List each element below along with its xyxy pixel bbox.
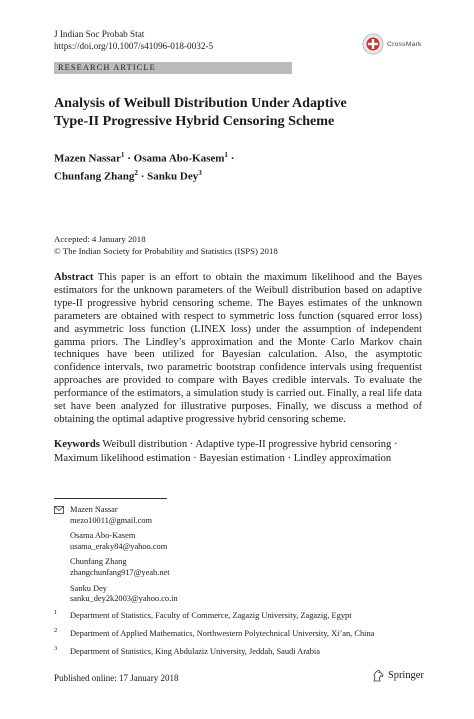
journal-name: J Indian Soc Probab Stat [54, 29, 145, 39]
paper-title [54, 95, 414, 130]
author-affiliation-mark: 2 [134, 169, 138, 178]
author-name[interactable]: Chunfang Zhang [54, 170, 135, 183]
article-type-banner [54, 62, 292, 74]
contact-entry [54, 584, 178, 605]
contact-email[interactable]: sanku_dey2k2003@yahoo.co.in [70, 594, 178, 604]
crossmark-badge[interactable] [362, 31, 432, 57]
affiliation-number: 2 [54, 626, 58, 634]
author-name[interactable]: Osama Abo-Kasem [133, 152, 225, 165]
article-dates [54, 234, 278, 257]
affiliation-text: Department of Applied Mathematics, Northwestern Polytechnical University, Xi’an, China [70, 628, 375, 638]
affiliation-entry [54, 644, 424, 658]
copyright-line: © The Indian Society for Probability and Statistics (ISPS) 2018 [54, 245, 278, 256]
contact-entry [54, 531, 178, 552]
crossmark-label: CrossMark [387, 40, 422, 48]
affiliation-entry [54, 626, 424, 640]
abstract-text: This paper is an effort to obtain the maximum likelihood and the Bayes estimators for the unknown parameters of the Weibull distribution based on adaptive type-II progressive hybrid censoring scheme. The Bayes estimates of the unknown parameters are obtained with respect to symmetric loss function (squared error loss) and asymmetric loss function (LINEX loss) under the assumption of independent gamma priors. The Lindley’s approximation and the Monte Carlo Markov chain techniques have been utilized for Bayesian calculation. Also, the asymptotic confidence intervals, two parametric bootstrap confidence intervals using frequentist approaches are provided to compare with Bayes credible intervals. To evaluate the performance of the estimators, a simulation study is carried out. Finally, a real life data set have been analyzed for illustrative purposes. Finally, we discuss a method of obtaining the optimal adaptive progressive hybrid censoring scheme. [54, 272, 422, 425]
contact-email[interactable]: mezo10011@gmail.com [70, 515, 153, 525]
contact-name: Sanku Dey [70, 583, 107, 593]
crossmark-icon [362, 33, 384, 55]
contact-email[interactable]: zhangchunfang917@yeah.net [70, 567, 170, 577]
contact-email[interactable]: usama_eraky84@yahoo.com [70, 541, 168, 551]
contact-name: Osama Abo-Kasem [70, 531, 136, 541]
journal-header [54, 28, 213, 52]
keywords-label: Keywords [54, 439, 100, 450]
contact-entry [54, 557, 178, 578]
abstract-label: Abstract [54, 272, 94, 283]
publisher-name: Springer [388, 670, 424, 681]
author-name[interactable]: Sanku Dey [147, 170, 199, 183]
published-date: Published online: 17 January 2018 [54, 673, 179, 683]
envelope-icon [54, 506, 64, 514]
doi-link[interactable]: https://doi.org/10.1007/s41096-018-0032-5 [54, 41, 214, 51]
keywords-text: Weibull distribution · Adaptive type-II progressive hybrid censoring · Maximum likelihood estimation · Bayesian estimation · Lindley approximation [54, 439, 398, 464]
contact-list [54, 505, 178, 610]
springer-horse-icon [372, 669, 385, 682]
title-line-2: Type-II Progressive Hybrid Censoring Scheme [54, 112, 335, 129]
author-line-1 [54, 148, 394, 166]
keywords-section [54, 438, 422, 465]
abstract-section [54, 272, 422, 427]
article-type: RESEARCH ARTICLE [58, 63, 156, 72]
affiliation-number: 1 [54, 609, 58, 616]
author-list [54, 148, 394, 184]
author-separator: · [127, 152, 131, 165]
affiliation-text: Department of Statistics, Faculty of Commerce, Zagazig University, Zagazig, Egypt [70, 611, 352, 620]
author-separator: · [140, 170, 145, 183]
title-line-1: Analysis of Weibull Distribution Under Adaptive [54, 95, 347, 111]
author-affiliation-mark: 1 [224, 151, 229, 159]
footnote-divider [54, 498, 167, 499]
author-line-2 [54, 166, 394, 184]
contact-name: Chunfang Zhang [70, 557, 127, 567]
author-separator: · [230, 152, 235, 165]
contact-entry [54, 505, 178, 526]
author-name[interactable]: Mazen Nassar [54, 152, 121, 165]
publisher-logo [372, 669, 424, 682]
contact-name: Mazen Nassar [70, 505, 118, 514]
author-affiliation-mark: 3 [198, 169, 202, 178]
affiliation-text: Department of Statistics, King Abdulaziz University, Jeddah, Saudi Arabia [70, 646, 320, 656]
affiliation-number: 3 [54, 644, 58, 652]
affiliation-entry [54, 611, 424, 622]
author-affiliation-mark: 1 [120, 151, 125, 159]
affiliation-list [54, 611, 424, 665]
accepted-date: Accepted: 4 January 2018 [54, 234, 146, 244]
